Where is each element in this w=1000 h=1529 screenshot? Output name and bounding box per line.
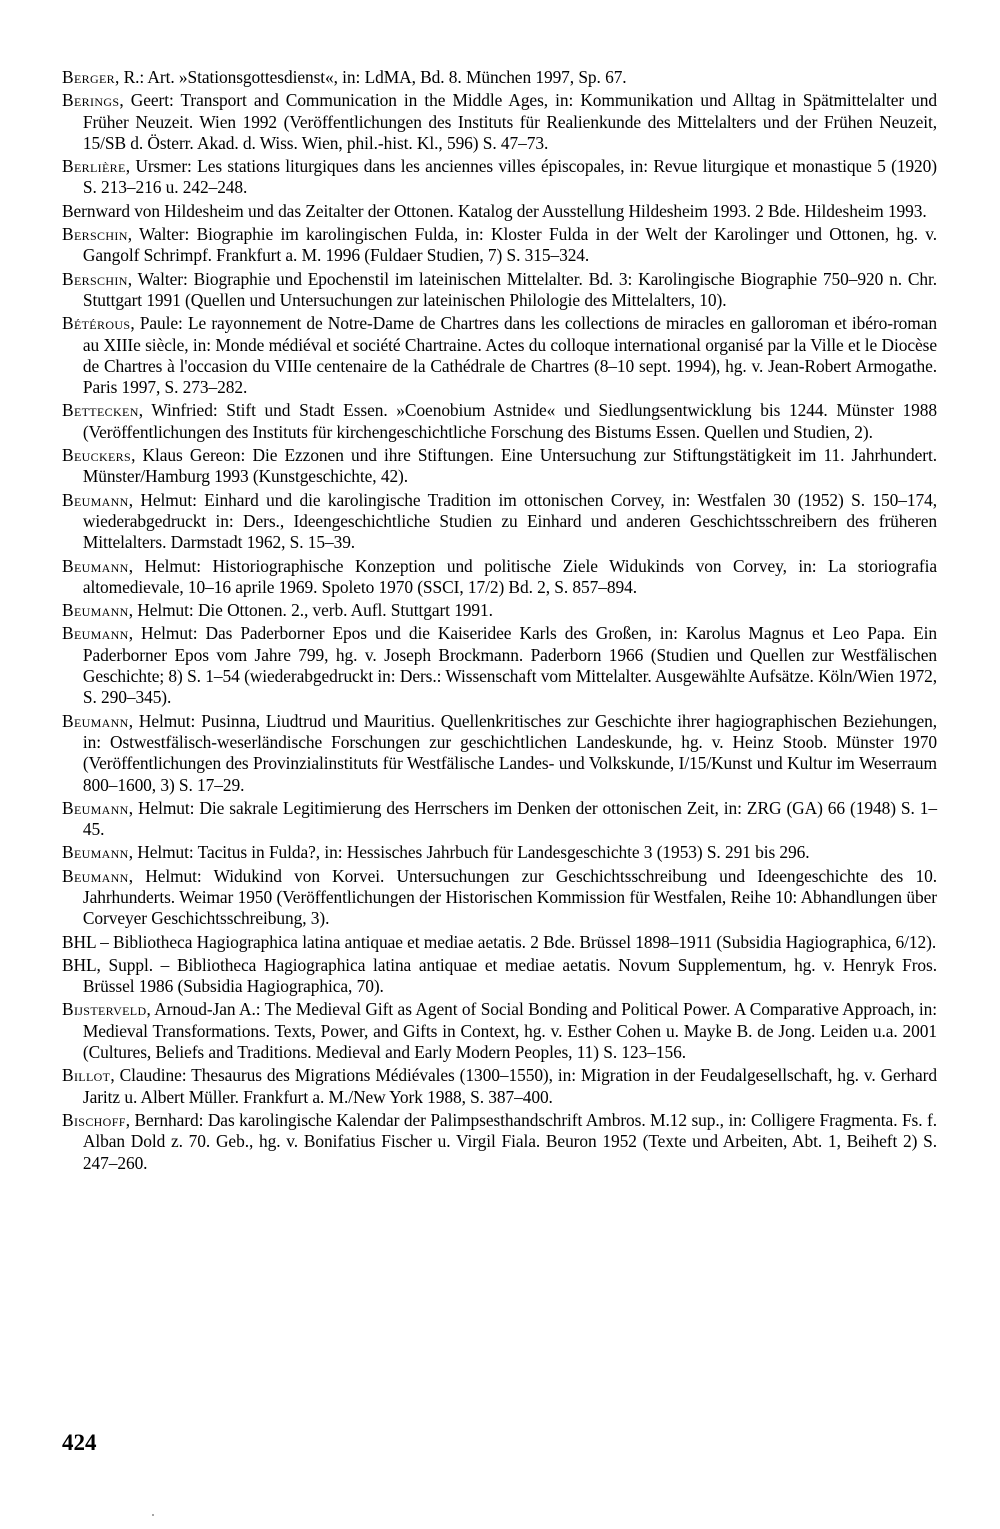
entry-text: , Ursmer: Les stations liturgiques dans les anciennes villes épiscopales, in: Revue liturgique et monastique 5 (1920) S. 213–216 u. 242–248. bbox=[82, 156, 937, 198]
author-surname: Berger bbox=[62, 67, 116, 87]
page-number: 424 bbox=[62, 1430, 97, 1455]
bibliography-entry bbox=[62, 490, 937, 554]
bibliography-entry bbox=[62, 999, 937, 1063]
bibliography-entry bbox=[62, 556, 937, 599]
bibliography-entry bbox=[62, 269, 937, 312]
entry-text: , Helmut: Das Paderborner Epos und die Kaiseridee Karls des Großen, in: Karolus Magnus et Leo Papa. Ein Paderborner Epos vom Jahre 799, hg. v. Joseph Brockmann. Paderborn 1966 (Studien und Quellen zur Westfälischen Geschichte; 8) S. 1–54 (wiederabgedruckt in: Ders.: Wissenschaft vom Mittelalter. Ausgewählte Aufsätze. Köln/Wien 1972, S. 290–345). bbox=[82, 623, 937, 708]
entry-text: , Winfried: Stift und Stadt Essen. »Coenobium Astnide« und Siedlungsentwicklung bis 1244. Münster 1988 (Veröffentlichungen des Instituts für kirchengeschichtliche Forschung des Bistums Essen. Quellen und Studien, 2). bbox=[82, 400, 937, 442]
entry-text: BHL, Suppl. – Bibliotheca Hagiographica latina antiquae et mediae aetatis. Novum Supplementum, hg. v. Henryk Fros. Brüssel 1986 (Subsidia Hagiographica, 70). bbox=[62, 954, 937, 997]
bibliography-entry bbox=[62, 798, 937, 841]
bibliography-entry bbox=[62, 156, 937, 199]
entry-text: , Klaus Gereon: Die Ezzonen und ihre Stiftungen. Eine Untersuchung zur Stiftungstätigkeit im 11. Jahrhundert. Münster/Hamburg 1993 (Kunstgeschichte, 42). bbox=[82, 445, 937, 487]
author-surname: Bijsterveld bbox=[62, 999, 147, 1020]
bibliography-list bbox=[62, 67, 937, 1176]
entry-text: , Walter: Biographie im karolingischen Fulda, in: Kloster Fulda in der Welt der Karolinger und Ottonen, hg. v. Gangolf Schrimpf. Frankfurt a. M. 1996 (Fuldaer Studien, 7) S. 315–324. bbox=[82, 224, 937, 266]
bibliography-entry bbox=[62, 201, 937, 222]
entry-text: , Helmut: Pusinna, Liudtrud und Mauritius. Quellenkritisches zur Geschichte ihrer hagiographischen Beziehungen, in: Ostwestfälisch-weserländische Forschungen zur geschichtlichen Landeskunde, hg. v. Heinz Stoob. Münster 1970 (Veröffentlichungen des Provinzialinstituts für Westfälische Landes- und Volkskunde, I/15/Kunst und Kultur im Weserraum 800–1600, 3) S. 17–29. bbox=[82, 710, 937, 795]
entry-text: Bernward von Hildesheim und das Zeitalter der Ottonen. Katalog der Ausstellung Hildesheim 1993. 2 Bde. Hildesheim 1993. bbox=[62, 200, 927, 221]
author-surname: Billot bbox=[62, 1065, 111, 1086]
author-surname: Beumann bbox=[62, 623, 129, 644]
author-surname: Berlière bbox=[62, 156, 126, 177]
entry-text: , Arnoud-Jan A.: The Medieval Gift as Agent of Social Bonding and Political Power. A Comparative Approach, in: Medieval Transformations. Texts, Power, and Gifts in Context, hg. v. Esther Cohen u. Mayke B. de Jong. Leiden u.a. 2001 (Cultures, Beliefs and Traditions. Medieval and Early Modern Peoples, 11) S. 123–156. bbox=[82, 999, 937, 1063]
bibliography-entry bbox=[62, 955, 937, 998]
author-surname: Berschin bbox=[62, 268, 128, 289]
entry-text: , Helmut: Die Ottonen. 2., verb. Aufl. Stuttgart 1991. bbox=[128, 600, 493, 621]
author-surname: Bettecken bbox=[62, 400, 139, 421]
entry-text: , Paule: Le rayonnement de Notre-Dame de Chartres dans les collections de miracles en galloroman et ibéro-roman au XIIIe siècle, in: Monde médiéval et société Chartraine. Actes du colloque international organisé par la Ville et le Diocèse de Chartres à l'occasion du VIIIe centenaire de la Cathédrale de Chartres (8–10 sept. 1994), hg. v. Jean-Robert Armogathe. Paris 1997, S. 273–282. bbox=[82, 313, 937, 398]
author-surname: Beumann bbox=[62, 600, 129, 621]
author-surname: Bischoff bbox=[62, 1109, 126, 1130]
author-surname: Beumann bbox=[62, 842, 129, 863]
entry-text: , Helmut: Historiographische Konzeption und politische Ziele Widukinds von Corvey, in: La storiografia altomedievale, 10–16 aprile 1969. Spoleto 1970 (SSCI, 17/2) Bd. 2, S. 857–894. bbox=[82, 555, 937, 597]
bibliography-entry bbox=[62, 400, 937, 443]
bibliography-entry bbox=[62, 1110, 937, 1174]
bibliography-entry bbox=[62, 711, 937, 796]
bibliography-entry bbox=[62, 90, 937, 154]
bibliography-entry bbox=[62, 1065, 937, 1108]
entry-text: , Claudine: Thesaurus des Migrations Médiévales (1300–1550), in: Migration in der Feudalgesellschaft, hg. v. Gerhard Jaritz u. Albert Müller. Frankfurt a. M./New York 1988, S. 387–400. bbox=[82, 1065, 937, 1107]
author-surname: Berschin bbox=[62, 224, 128, 245]
bibliography-entry bbox=[62, 842, 937, 863]
entry-text: , R.: Art. »Stationsgottesdienst«, in: LdMA, Bd. 8. München 1997, Sp. 67. bbox=[115, 67, 627, 87]
author-surname: Beumann bbox=[62, 865, 129, 886]
entry-text: , Helmut: Die sakrale Legitimierung des Herrschers im Denken der ottonischen Zeit, in: ZRG (GA) 66 (1948) S. 1–45. bbox=[82, 797, 937, 840]
entry-text: , Helmut: Widukind von Korvei. Untersuchungen zur Geschichtsschreibung und Ideengeschichte des 10. Jahrhunderts. Weimar 1950 (Veröffentlichungen der Historischen Kommission für Westfalen, Reihe 10: Abhandlungen über Corveyer Geschichtsschreibung, 3). bbox=[82, 865, 937, 929]
author-surname: Berings bbox=[62, 90, 120, 111]
entry-text: , Bernhard: Das karolingische Kalendar der Palimpsesthandschrift Ambros. M.12 sup., in: Colligere Fragmenta. Fs. f. Alban Dold z. 70. Geb., hg. v. Bonifatius Fischer u. Virgil Fiala. Beuron 1952 (Texte und Arbeiten, Abt. 1, Beiheft 2) S. 247–260. bbox=[82, 1109, 937, 1173]
entry-text: , Geert: Transport and Communication in the Middle Ages, in: Kommunikation und Alltag in Spätmittelalter und Früher Neuzeit. Wien 1992 (Veröffentlichungen des Instituts für Realienkunde des Mittelalters und der Frühen Neuzeit, 15/SB d. Österr. Akad. d. Wiss. Wien, phil.-hist. Kl., 596) S. 47–73. bbox=[82, 90, 937, 153]
scan-speck bbox=[152, 1514, 154, 1516]
bibliography-entry bbox=[62, 224, 937, 267]
entry-text: , Walter: Biographie und Epochenstil im lateinischen Mittelalter. Bd. 3: Karolingische Biographie 750–920 n. Chr. Stuttgart 1991 (Quellen und Untersuchungen zur lateinischen Philologie des Mittelalters, 10). bbox=[82, 268, 937, 310]
entry-text: , Helmut: Einhard und die karolingische Tradition im ottonischen Corvey, in: Westfalen 30 (1952) S. 150–174, wiederabgedruckt in: Ders., Ideengeschichtliche Studien zu Einhard und anderen Geschichtsschreibern des früheren Mittelalters. Darmstadt 1962, S. 15–39. bbox=[82, 489, 937, 553]
author-surname: Bétérous bbox=[62, 313, 131, 334]
bibliography-entry bbox=[62, 600, 937, 621]
author-surname: Beumann bbox=[62, 555, 129, 576]
author-surname: Beumann bbox=[62, 710, 129, 731]
bibliography-entry bbox=[62, 932, 937, 953]
bibliography-entry bbox=[62, 866, 937, 930]
author-surname: Beuckers bbox=[62, 445, 132, 466]
bibliography-entry bbox=[62, 67, 937, 88]
bibliography-entry bbox=[62, 445, 937, 488]
entry-text: BHL – Bibliotheca Hagiographica latina antiquae et mediae aetatis. 2 Bde. Brüssel 1898–1911 (Subsidia Hagiographica, 6/12). bbox=[62, 931, 937, 952]
author-surname: Beumann bbox=[62, 489, 129, 510]
author-surname: Beumann bbox=[62, 797, 129, 818]
bibliography-entry bbox=[62, 313, 937, 398]
bibliography-entry bbox=[62, 623, 937, 708]
entry-text: , Helmut: Tacitus in Fulda?, in: Hessisches Jahrbuch für Landesgeschichte 3 (1953) S. 291 bis 296. bbox=[128, 842, 810, 863]
